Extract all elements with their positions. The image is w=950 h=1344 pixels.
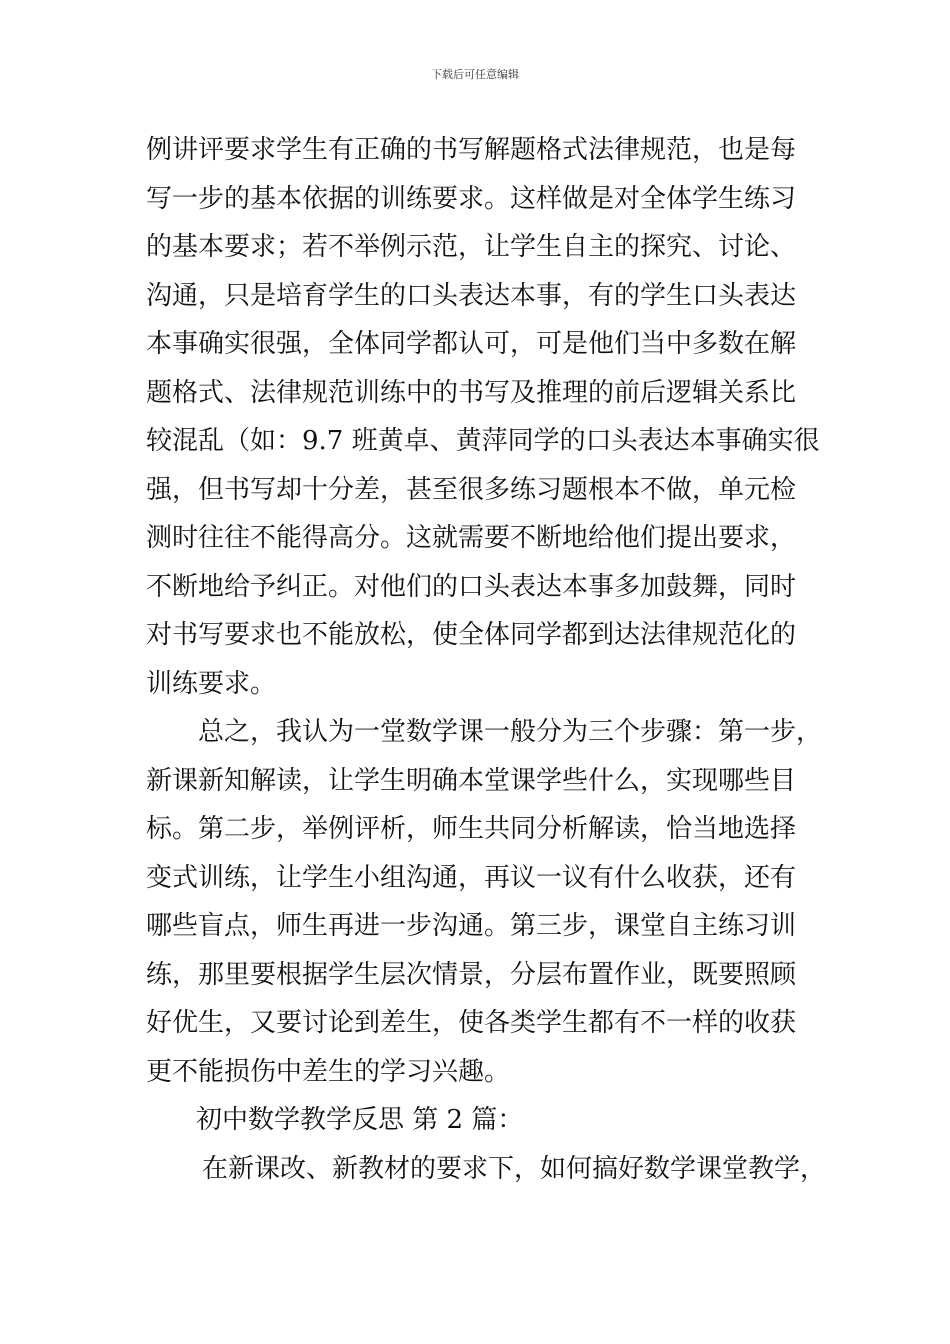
text-line: 训练要求。 <box>146 668 277 699</box>
paragraph-first-line: 总之，我认为一堂数学课一般分为三个步骤：第一步， <box>198 717 823 747</box>
text-line: 新课新知解读，让学生明确本堂课学些什么，实现哪些目 <box>146 765 797 796</box>
text-line: 例讲评要求学生有正确的书写解题格式法律规范，也是每 <box>146 135 797 165</box>
text-line: 强，但书写却十分差，甚至很多练习题根本不做，单元检 <box>146 474 797 505</box>
text-line: 练，那里要根据学生层次情景，分层布置作业，既要照顾 <box>146 959 797 990</box>
text-line: 哪些盲点，师生再进一步沟通。第三步，课堂自主练习训 <box>146 911 797 941</box>
text-line: 不断地给予纠正。对他们的口头表达本事多加鼓舞，同时 <box>146 571 797 602</box>
text-line: 变式训练，让学生小组沟通，再议一议有什么收获，还有 <box>146 862 797 893</box>
text-line: 沟通，只是培育学生的口头表达本事，有的学生口头表达 <box>146 280 797 311</box>
text-line: 测时往往不能得高分。这就需要不断地给他们提出要求， <box>146 523 797 553</box>
text-line: 题格式、法律规范训练中的书写及推理的前后逻辑关系比 <box>146 377 797 408</box>
text-line: 对书写要求也不能放松，使全体同学都到达法律规范化的 <box>146 620 797 650</box>
text-line: 更不能损伤中差生的学习兴趣。 <box>146 1056 511 1087</box>
section-heading: 初中数学教学反思 第 2 篇： <box>196 1105 524 1135</box>
body-text <box>146 126 846 1193</box>
paragraph-first-line: 在新课改、新教材的要求下，如何搞好数学课堂教学， <box>202 1153 827 1184</box>
text-line: 好优生，又要讨论到差生，使各类学生都有不一样的收获 <box>146 1008 797 1038</box>
text-line: 较混乱（如：9.7 班黄卓、黄萍同学的口头表达本事确实很 <box>146 426 820 456</box>
text-line: 标。第二步，举例评析，师生共同分析解读，恰当地选择 <box>146 814 797 844</box>
text-line: 的基本要求；若不举例示范，让学生自主的探究、讨论、 <box>146 232 797 262</box>
text-line: 写一步的基本依据的训练要求。这样做是对全体学生练习 <box>146 183 797 214</box>
page-header: 下载后可任意编辑 <box>431 68 519 81</box>
text-line: 本事确实很强，全体同学都认可，可是他们当中多数在解 <box>146 329 797 359</box>
